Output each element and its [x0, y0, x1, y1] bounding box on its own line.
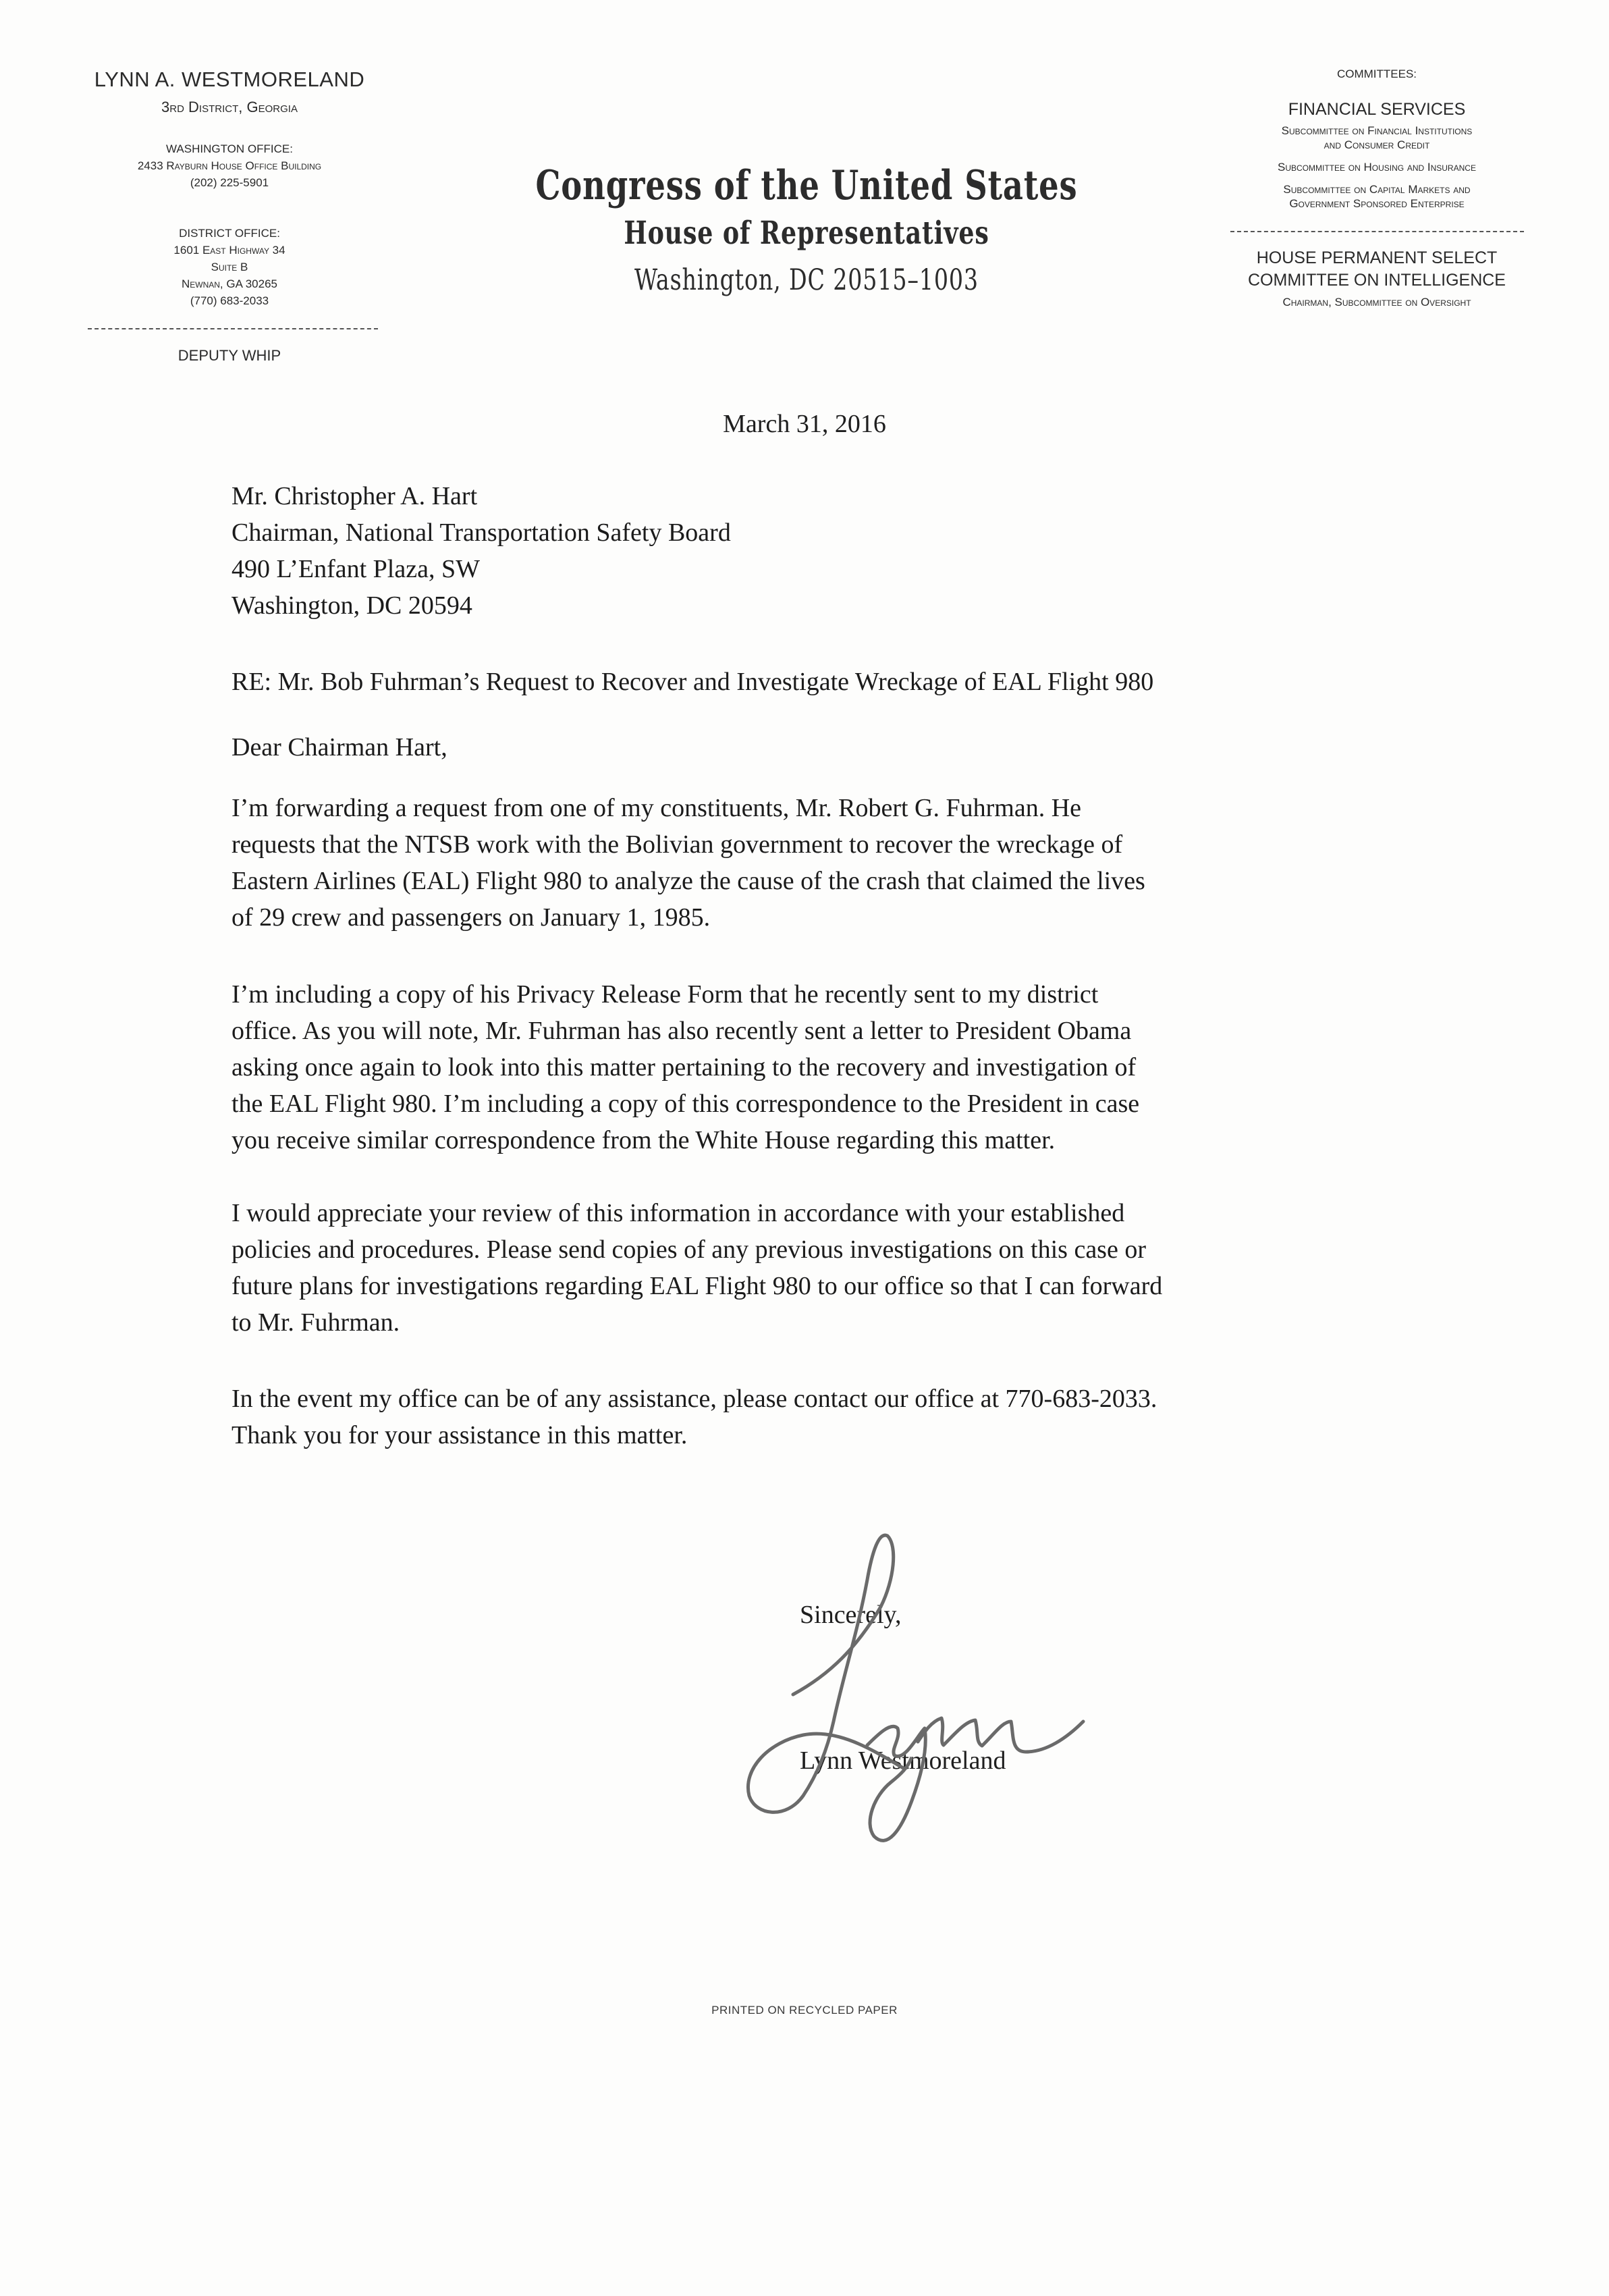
paragraph-line: policies and procedures. Please send copies of any previous investigations on this case or: [231, 1235, 1146, 1264]
recycled-paper-note: PRINTED ON RECYCLED PAPER: [711, 2004, 898, 2017]
committee-intelligence: [1201, 247, 1552, 292]
paragraph-line: requests that the NTSB work with the Bolivian government to recover the wreckage of: [231, 830, 1123, 859]
subcommittee-line: Subcommittee on Financial Institutions: [1281, 124, 1473, 137]
handwritten-signature: [729, 1519, 1134, 1870]
recipient-address: [231, 478, 731, 624]
member-header: [61, 68, 398, 365]
recipient-line: 490 L’Enfant Plaza, SW: [231, 555, 480, 583]
committees-header: [1201, 68, 1552, 309]
letterhead-congress: Congress of the United States: [535, 162, 1078, 209]
body-paragraph: [231, 1381, 1392, 1453]
paragraph-line: I would appreciate your review of this information in accordance with your established: [231, 1199, 1125, 1227]
subject-line: RE: Mr. Bob Fuhrman’s Request to Recover and Investigate Wreckage of EAL Flight 980: [231, 668, 1154, 696]
committees-label: COMMITTEES:: [1336, 68, 1417, 80]
committee-financial-services: FINANCIAL SERVICES: [1288, 100, 1466, 119]
letter-date: March 31, 2016: [723, 410, 886, 438]
body-paragraph: [231, 1195, 1392, 1341]
paragraph-line: future plans for investigations regarding EAL Flight 980 to our office so that I can forward: [231, 1272, 1163, 1300]
paragraph-line: you receive similar correspondence from the White House regarding this matter.: [231, 1126, 1056, 1154]
paragraph-line: the EAL Flight 980. I’m including a copy of this correspondence to the President in case: [231, 1090, 1140, 1118]
recipient-line: Mr. Christopher A. Hart: [231, 482, 478, 510]
paragraph-line: asking once again to look into this matter pertaining to the recovery and investigation of: [231, 1053, 1137, 1082]
letterhead-address: Washington, DC 20515–1003: [634, 263, 979, 297]
district-office-line: Suite B: [211, 261, 248, 273]
washington-office-phone: (202) 225-5901: [190, 176, 269, 189]
district-office-line: Newnan, GA 30265: [181, 277, 277, 290]
closing: Sincerely,: [800, 1601, 902, 1629]
paragraph-line: I’m including a copy of his Privacy Release Form that he recently sent to my district: [231, 980, 1099, 1009]
paragraph-line: I’m forwarding a request from one of my constituents, Mr. Robert G. Fuhrman. He: [231, 794, 1082, 822]
subcommittee: [1201, 160, 1552, 174]
member-name: LYNN A. WESTMORELAND: [94, 68, 365, 91]
paragraph-line: In the event my office can be of any assistance, please contact our office at 770-683-2033.: [231, 1385, 1157, 1413]
paragraph-line: to Mr. Fuhrman.: [231, 1308, 400, 1337]
divider: [88, 328, 378, 329]
recipient-line: Washington, DC 20594: [231, 591, 472, 620]
letterhead-house: House of Representatives: [624, 215, 989, 252]
member-title: DEPUTY WHIP: [178, 347, 281, 364]
subcommittee-line: Subcommittee on Capital Markets and: [1283, 183, 1471, 196]
washington-office-label: WASHINGTON OFFICE:: [166, 142, 293, 155]
body-paragraph: [231, 976, 1392, 1158]
paragraph-line: Thank you for your assistance in this matter.: [231, 1421, 688, 1449]
subcommittee-line: and Consumer Credit: [1324, 138, 1430, 151]
salutation: Dear Chairman Hart,: [231, 733, 447, 762]
paragraph-line: office. As you will note, Mr. Fuhrman has also recently sent a letter to President Obama: [231, 1017, 1132, 1045]
paragraph-line: of 29 crew and passengers on January 1, 1985.: [231, 903, 711, 932]
paragraph-line: Eastern Airlines (EAL) Flight 980 to analyze the cause of the crash that claimed the lives: [231, 867, 1145, 895]
subcommittee: [1201, 124, 1552, 152]
district-office-line: 1601 East Highway 34: [173, 244, 285, 257]
subcommittee-line: Government Sponsored Enterprise: [1289, 197, 1465, 210]
district-office-phone: (770) 683-2033: [190, 294, 269, 307]
subcommittee-line: Subcommittee on Housing and Insurance: [1278, 161, 1476, 173]
committee-intelligence-line: COMMITTEE ON INTELLIGENCE: [1248, 271, 1506, 290]
signer-name: Lynn Westmoreland: [800, 1746, 1006, 1775]
washington-office-address: 2433 Rayburn House Office Building: [137, 159, 322, 172]
member-district: 3rd District, Georgia: [161, 99, 298, 115]
subcommittee: [1201, 182, 1552, 211]
congress-letterhead: [472, 162, 1141, 301]
district-office-label: DISTRICT OFFICE:: [179, 227, 280, 240]
divider: [1230, 231, 1524, 232]
committee-intelligence-line: HOUSE PERMANENT SELECT: [1256, 248, 1498, 267]
body-paragraph: [231, 790, 1392, 936]
intelligence-role: Chairman, Subcommittee on Oversight: [1282, 296, 1471, 309]
recipient-line: Chairman, National Transportation Safety Board: [231, 518, 731, 547]
